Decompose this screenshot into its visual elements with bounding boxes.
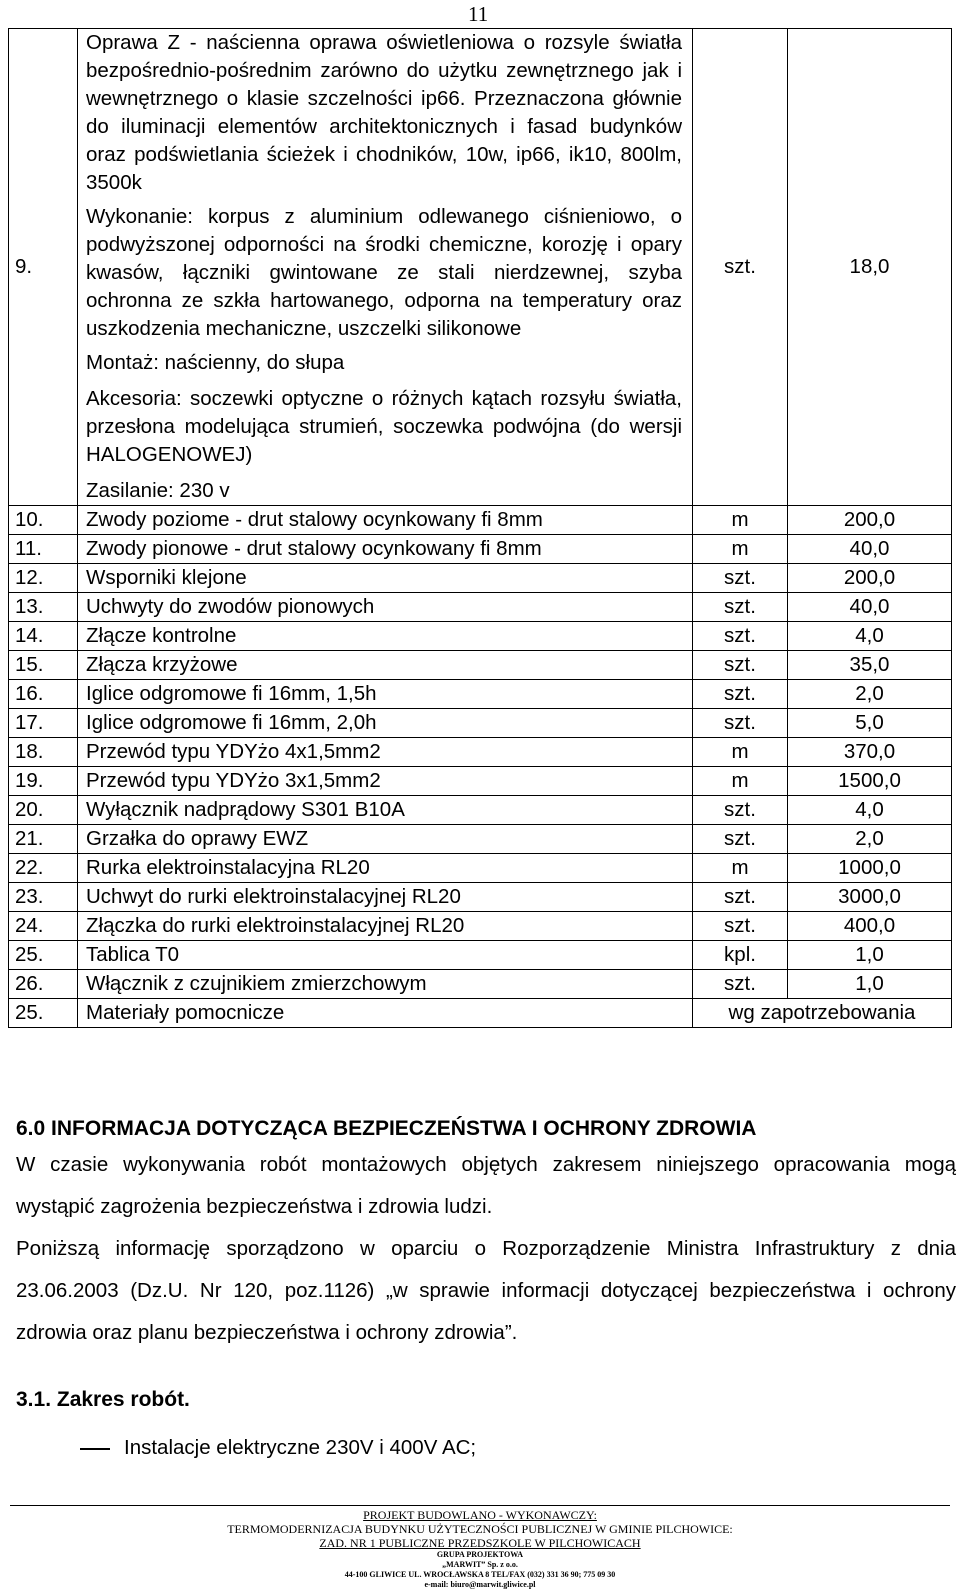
- item-quantity: 40,0: [788, 535, 952, 564]
- footer-line: e-mail: biuro@marwit.gliwice.pl: [424, 1580, 536, 1589]
- item-unit-quantity: wg zapotrzebowania: [693, 999, 952, 1028]
- table-row: [9, 883, 952, 912]
- item-number: 18.: [9, 738, 78, 767]
- table-row: [9, 854, 952, 883]
- table-row: [9, 593, 952, 622]
- description-paragraph: Montaż: naścienny, do słupa: [86, 351, 345, 374]
- table-row: [9, 796, 952, 825]
- item-unit: szt.: [693, 796, 788, 825]
- item-unit: szt.: [693, 680, 788, 709]
- item-number: 23.: [9, 883, 78, 912]
- item-number: 24.: [9, 912, 78, 941]
- item-unit: szt.: [693, 29, 788, 506]
- table-row: [9, 825, 952, 854]
- table-row: [9, 709, 952, 738]
- item-description: Materiały pomocnicze: [78, 999, 693, 1028]
- bill-of-materials-table: [8, 28, 952, 1028]
- item-quantity: 18,0: [788, 29, 952, 506]
- item-quantity: 1500,0: [788, 767, 952, 796]
- item-quantity: 4,0: [788, 622, 952, 651]
- item-number: 21.: [9, 825, 78, 854]
- table-row: [9, 535, 952, 564]
- item-description: [78, 29, 693, 506]
- table-row: [9, 941, 952, 970]
- section-heading: 6.0 INFORMACJA DOTYCZĄCA BEZPIECZEŃSTWA I OCHRONY ZDROWIA: [16, 1117, 757, 1140]
- footer-line: „MARWIT” Sp. z o.o.: [442, 1560, 518, 1569]
- table-row: [9, 506, 952, 535]
- table-row: [9, 999, 952, 1028]
- section-paragraph: W czasie wykonywania robót montażowych objętych zakresem niniejszego opracowania mogą wystąpić zagrożenia bezpieczeństwa i zdrowia ludzi.: [16, 1153, 956, 1218]
- item-number: 20.: [9, 796, 78, 825]
- item-unit: szt.: [693, 593, 788, 622]
- page-footer: [0, 1505, 960, 1590]
- item-number: 13.: [9, 593, 78, 622]
- item-description: Złącze kontrolne: [78, 622, 693, 651]
- item-description: Uchwyt do rurki elektroinstalacyjnej RL20: [78, 883, 693, 912]
- subsection-heading: 3.1. Zakres robót.: [16, 1388, 190, 1411]
- item-description: Wyłącznik nadprądowy S301 B10A: [78, 796, 693, 825]
- footer-line: PROJEKT BUDOWLANO - WYKONAWCZY:: [363, 1508, 597, 1522]
- item-number: 10.: [9, 506, 78, 535]
- table-row: [9, 738, 952, 767]
- item-unit: m: [693, 854, 788, 883]
- footer-line: 44-100 GLIWICE UL. WROCŁAWSKA 8 TEL/FAX (032) 331 36 90; 775 09 30: [344, 1570, 616, 1579]
- item-number: 16.: [9, 680, 78, 709]
- item-description: Rurka elektroinstalacyjna RL20: [78, 854, 693, 883]
- item-description: Iglice odgromowe fi 16mm, 1,5h: [78, 680, 693, 709]
- item-unit: szt.: [693, 825, 788, 854]
- item-number: 14.: [9, 622, 78, 651]
- table-row: [9, 622, 952, 651]
- item-number: 9.: [9, 29, 78, 506]
- item-unit: szt.: [693, 883, 788, 912]
- item-unit: szt.: [693, 651, 788, 680]
- item-number: 22.: [9, 854, 78, 883]
- item-description: Włącznik z czujnikiem zmierzchowym: [78, 970, 693, 999]
- table-row: [9, 970, 952, 999]
- item-number: 11.: [9, 535, 78, 564]
- item-number: 12.: [9, 564, 78, 593]
- item-unit: szt.: [693, 709, 788, 738]
- item-description: Zwody poziome - drut stalowy ocynkowany fi 8mm: [78, 506, 693, 535]
- item-unit: szt.: [693, 912, 788, 941]
- item-number: 17.: [9, 709, 78, 738]
- item-description: Tablica T0: [78, 941, 693, 970]
- item-quantity: 2,0: [788, 825, 952, 854]
- item-unit: szt.: [693, 970, 788, 999]
- item-quantity: 200,0: [788, 506, 952, 535]
- item-quantity: 40,0: [788, 593, 952, 622]
- item-quantity: 200,0: [788, 564, 952, 593]
- page-number: 11: [468, 2, 489, 26]
- item-quantity: 2,0: [788, 680, 952, 709]
- item-number: 25.: [9, 941, 78, 970]
- item-number: 19.: [9, 767, 78, 796]
- table-row: [9, 680, 952, 709]
- item-unit: kpl.: [693, 941, 788, 970]
- item-quantity: 1000,0: [788, 854, 952, 883]
- item-description: Przewód typu YDYżo 4x1,5mm2: [78, 738, 693, 767]
- item-unit: m: [693, 767, 788, 796]
- item-quantity: 370,0: [788, 738, 952, 767]
- item-description: Grzałka do oprawy EWZ: [78, 825, 693, 854]
- item-number: 26.: [9, 970, 78, 999]
- item-unit: m: [693, 535, 788, 564]
- item-quantity: 400,0: [788, 912, 952, 941]
- table-row: [9, 767, 952, 796]
- item-number: 25.: [9, 999, 78, 1028]
- footer-divider: [10, 1505, 950, 1506]
- item-unit: m: [693, 506, 788, 535]
- item-description: Uchwyty do zwodów pionowych: [78, 593, 693, 622]
- footer-line: ZAD. NR 1 PUBLICZNE PRZEDSZKOLE W PILCHOWICACH: [319, 1536, 641, 1550]
- description-paragraph: Wykonanie: korpus z aluminium odlewanego ciśnieniowo, o podwyższonej odporności na środki chemiczne, korozję i opary kwasów, łączniki gwintowane ze stali nierdzewnej, szyba ochronna ze szkła hartowanego, odporna na temperatury oraz uszkodzenia mechaniczne, uszczelki silikonowe: [86, 205, 682, 340]
- item-description: Iglice odgromowe fi 16mm, 2,0h: [78, 709, 693, 738]
- item-description: Wsporniki klejone: [78, 564, 693, 593]
- item-quantity: 3000,0: [788, 883, 952, 912]
- description-paragraph: Oprawa Z - naścienna oprawa oświetleniowa o rozsyle światła bezpośrednio-pośrednim zarówno do użytku zewnętrznego jak i wewnętrznego o klasie szczelności ip66. Przeznaczona głównie do iluminacji elementów architektonicznych i fasad budynków oraz podświetlania ścieżek i chodników, 10w, ip66, ik10, 800lm, 3500k: [86, 31, 682, 194]
- bullet-text: Instalacje elektryczne 230V i 400V AC;: [124, 1436, 477, 1459]
- item-unit: m: [693, 738, 788, 767]
- description-paragraph: Akcesoria: soczewki optyczne o różnych kątach rozsyłu światła, przesłona modelująca strumień, soczewka podwójna (do wersji HALOGENOWEJ): [86, 387, 682, 466]
- item-unit: szt.: [693, 622, 788, 651]
- table-row: [9, 651, 952, 680]
- table-row: [9, 29, 952, 506]
- item-description: Zwody pionowe - drut stalowy ocynkowany fi 8mm: [78, 535, 693, 564]
- item-unit: szt.: [693, 564, 788, 593]
- item-quantity: 5,0: [788, 709, 952, 738]
- description-paragraph: Zasilanie: 230 v: [86, 479, 230, 502]
- item-quantity: 35,0: [788, 651, 952, 680]
- item-quantity: 4,0: [788, 796, 952, 825]
- dash-icon: [80, 1448, 110, 1450]
- footer-line: TERMOMODERNIZACJA BUDYNKU UŻYTECZNOŚCI PUBLICZNEJ W GMINIE PILCHOWICE:: [227, 1522, 733, 1536]
- item-quantity: 1,0: [788, 970, 952, 999]
- footer-line: GRUPA PROJEKTOWA: [436, 1550, 524, 1559]
- section-paragraph: Poniższą informację sporządzono w oparciu o Rozporządzenie Ministra Infrastruktury z dnia 23.06.2003 (Dz.U. Nr 120, poz.1126) „w sprawie informacji dotyczącej bezpieczeństwa i ochrony zdrowia oraz planu bezpieczeństwa i ochrony zdrowia”.: [16, 1237, 956, 1344]
- item-description: Złączka do rurki elektroinstalacyjnej RL20: [78, 912, 693, 941]
- table-row: [9, 564, 952, 593]
- bullet-item: [80, 1436, 476, 1460]
- item-number: 15.: [9, 651, 78, 680]
- item-description: Złącza krzyżowe: [78, 651, 693, 680]
- item-description: Przewód typu YDYżo 3x1,5mm2: [78, 767, 693, 796]
- item-quantity: 1,0: [788, 941, 952, 970]
- table-row: [9, 912, 952, 941]
